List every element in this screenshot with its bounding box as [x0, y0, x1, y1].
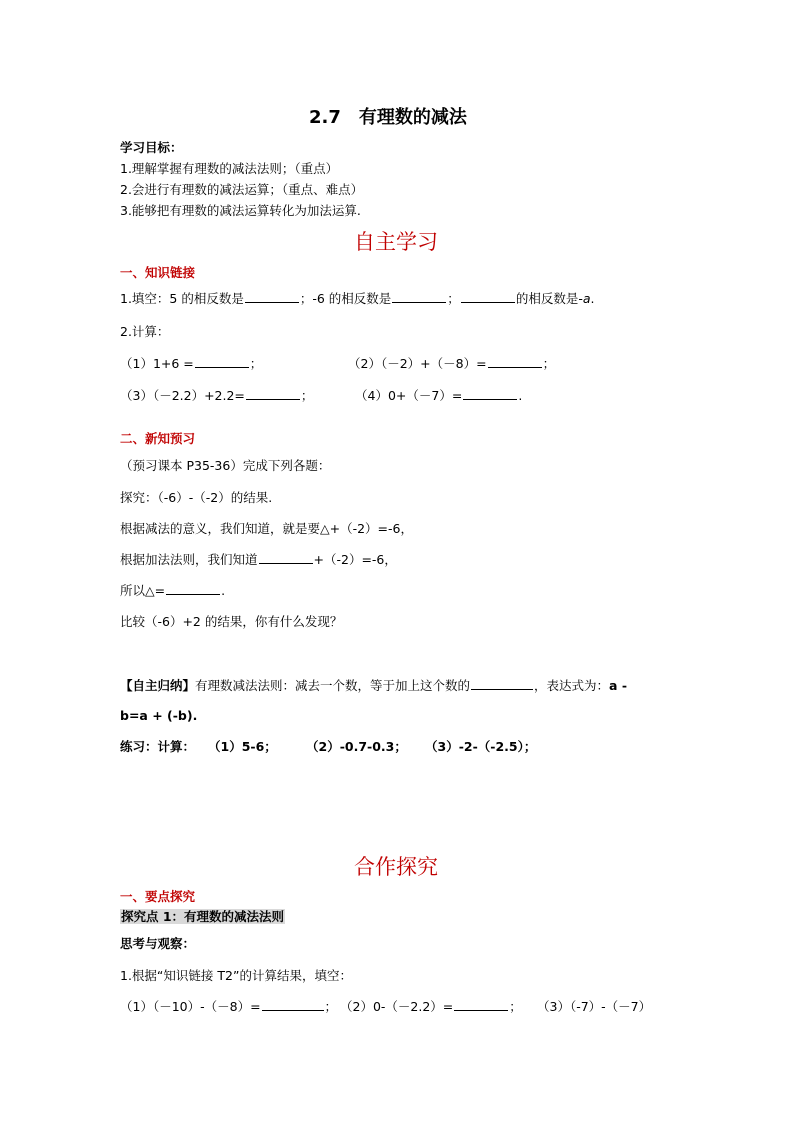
preview-line: （预习课本 P35-36）完成下列各题： [120, 458, 331, 473]
preview-line: 所以△= . [120, 583, 226, 598]
question-1: 1.填空：5 的相反数是 ；-6 的相反数是 ； 的相反数是-a. [120, 291, 595, 306]
answer-blank[interactable] [454, 998, 508, 1011]
section-title-cooperative: 合作探究 [354, 855, 438, 879]
answer-blank[interactable] [195, 355, 249, 368]
fill-item: （2）0-（－2.2）= ； [340, 999, 522, 1014]
practice-item: （1）5-6； [208, 739, 277, 754]
answer-blank[interactable] [245, 290, 299, 303]
preview-line: 比较（-6）+2 的结果，你有什么发现？ [120, 614, 343, 629]
practice-item: （3）-2-（-2.5）； [425, 739, 537, 754]
calc-item: （2）（－2）+（－8）= ； [348, 356, 556, 371]
fill-item: （1）（－10）-（－8）= ； [120, 999, 338, 1014]
practice-item: （2）-0.7-0.3； [306, 739, 407, 754]
answer-blank[interactable] [488, 355, 542, 368]
page-title: 2.7 有理数的减法 [309, 107, 467, 128]
preview-line: 根据加法法则，我们知道 +（-2）=-6， [120, 552, 397, 567]
question-2-label: 2.计算： [120, 324, 170, 339]
answer-blank[interactable] [262, 998, 324, 1011]
summary-line: 【自主归纳】有理数减法法则：减去一个数，等于加上这个数的 ，表达式为：a - [120, 678, 628, 693]
answer-blank[interactable] [166, 582, 220, 595]
answer-blank[interactable] [392, 290, 446, 303]
objective-item: 2.会进行有理数的减法运算；（重点、难点） [120, 182, 364, 197]
preview-heading: 二、新知预习 [120, 431, 196, 446]
summary-formula: b=a + (-b). [120, 708, 198, 723]
exploration-point-label: 探究点 1：有理数的减法法则 [121, 909, 285, 924]
preview-line: 根据减法的意义，我们知道，就是要△+（-2）=-6， [120, 521, 413, 536]
key-points-heading: 一、要点探究 [120, 889, 196, 904]
section-title-self-study: 自主学习 [354, 230, 438, 254]
practice-label: 练习：计算： [120, 739, 196, 754]
answer-blank[interactable] [463, 387, 517, 400]
calc-item: （1）1+6 = ； [120, 356, 263, 371]
fill-item: （3）（-7）-（－7） [537, 999, 652, 1014]
objectives-heading: 学习目标： [120, 140, 183, 155]
objective-item: 3.能够把有理数的减法运算转化为加法运算. [120, 203, 361, 218]
cooperative-question-1: 1.根据“知识链接 T2”的计算结果，填空： [120, 968, 352, 983]
preview-line: 探究：（-6）-（-2）的结果. [120, 490, 273, 505]
think-observe-label: 思考与观察： [120, 936, 196, 951]
answer-blank[interactable] [246, 387, 300, 400]
calc-item: （3）（－2.2）+2.2= ； [120, 388, 314, 403]
objective-item: 1.理解掌握有理数的减法法则；（重点） [120, 161, 339, 176]
answer-blank[interactable] [461, 290, 515, 303]
knowledge-link-heading: 一、知识链接 [120, 265, 196, 280]
answer-blank[interactable] [471, 677, 533, 690]
answer-blank[interactable] [259, 551, 313, 564]
calc-item: （4）0+（－7）= . [355, 388, 523, 403]
